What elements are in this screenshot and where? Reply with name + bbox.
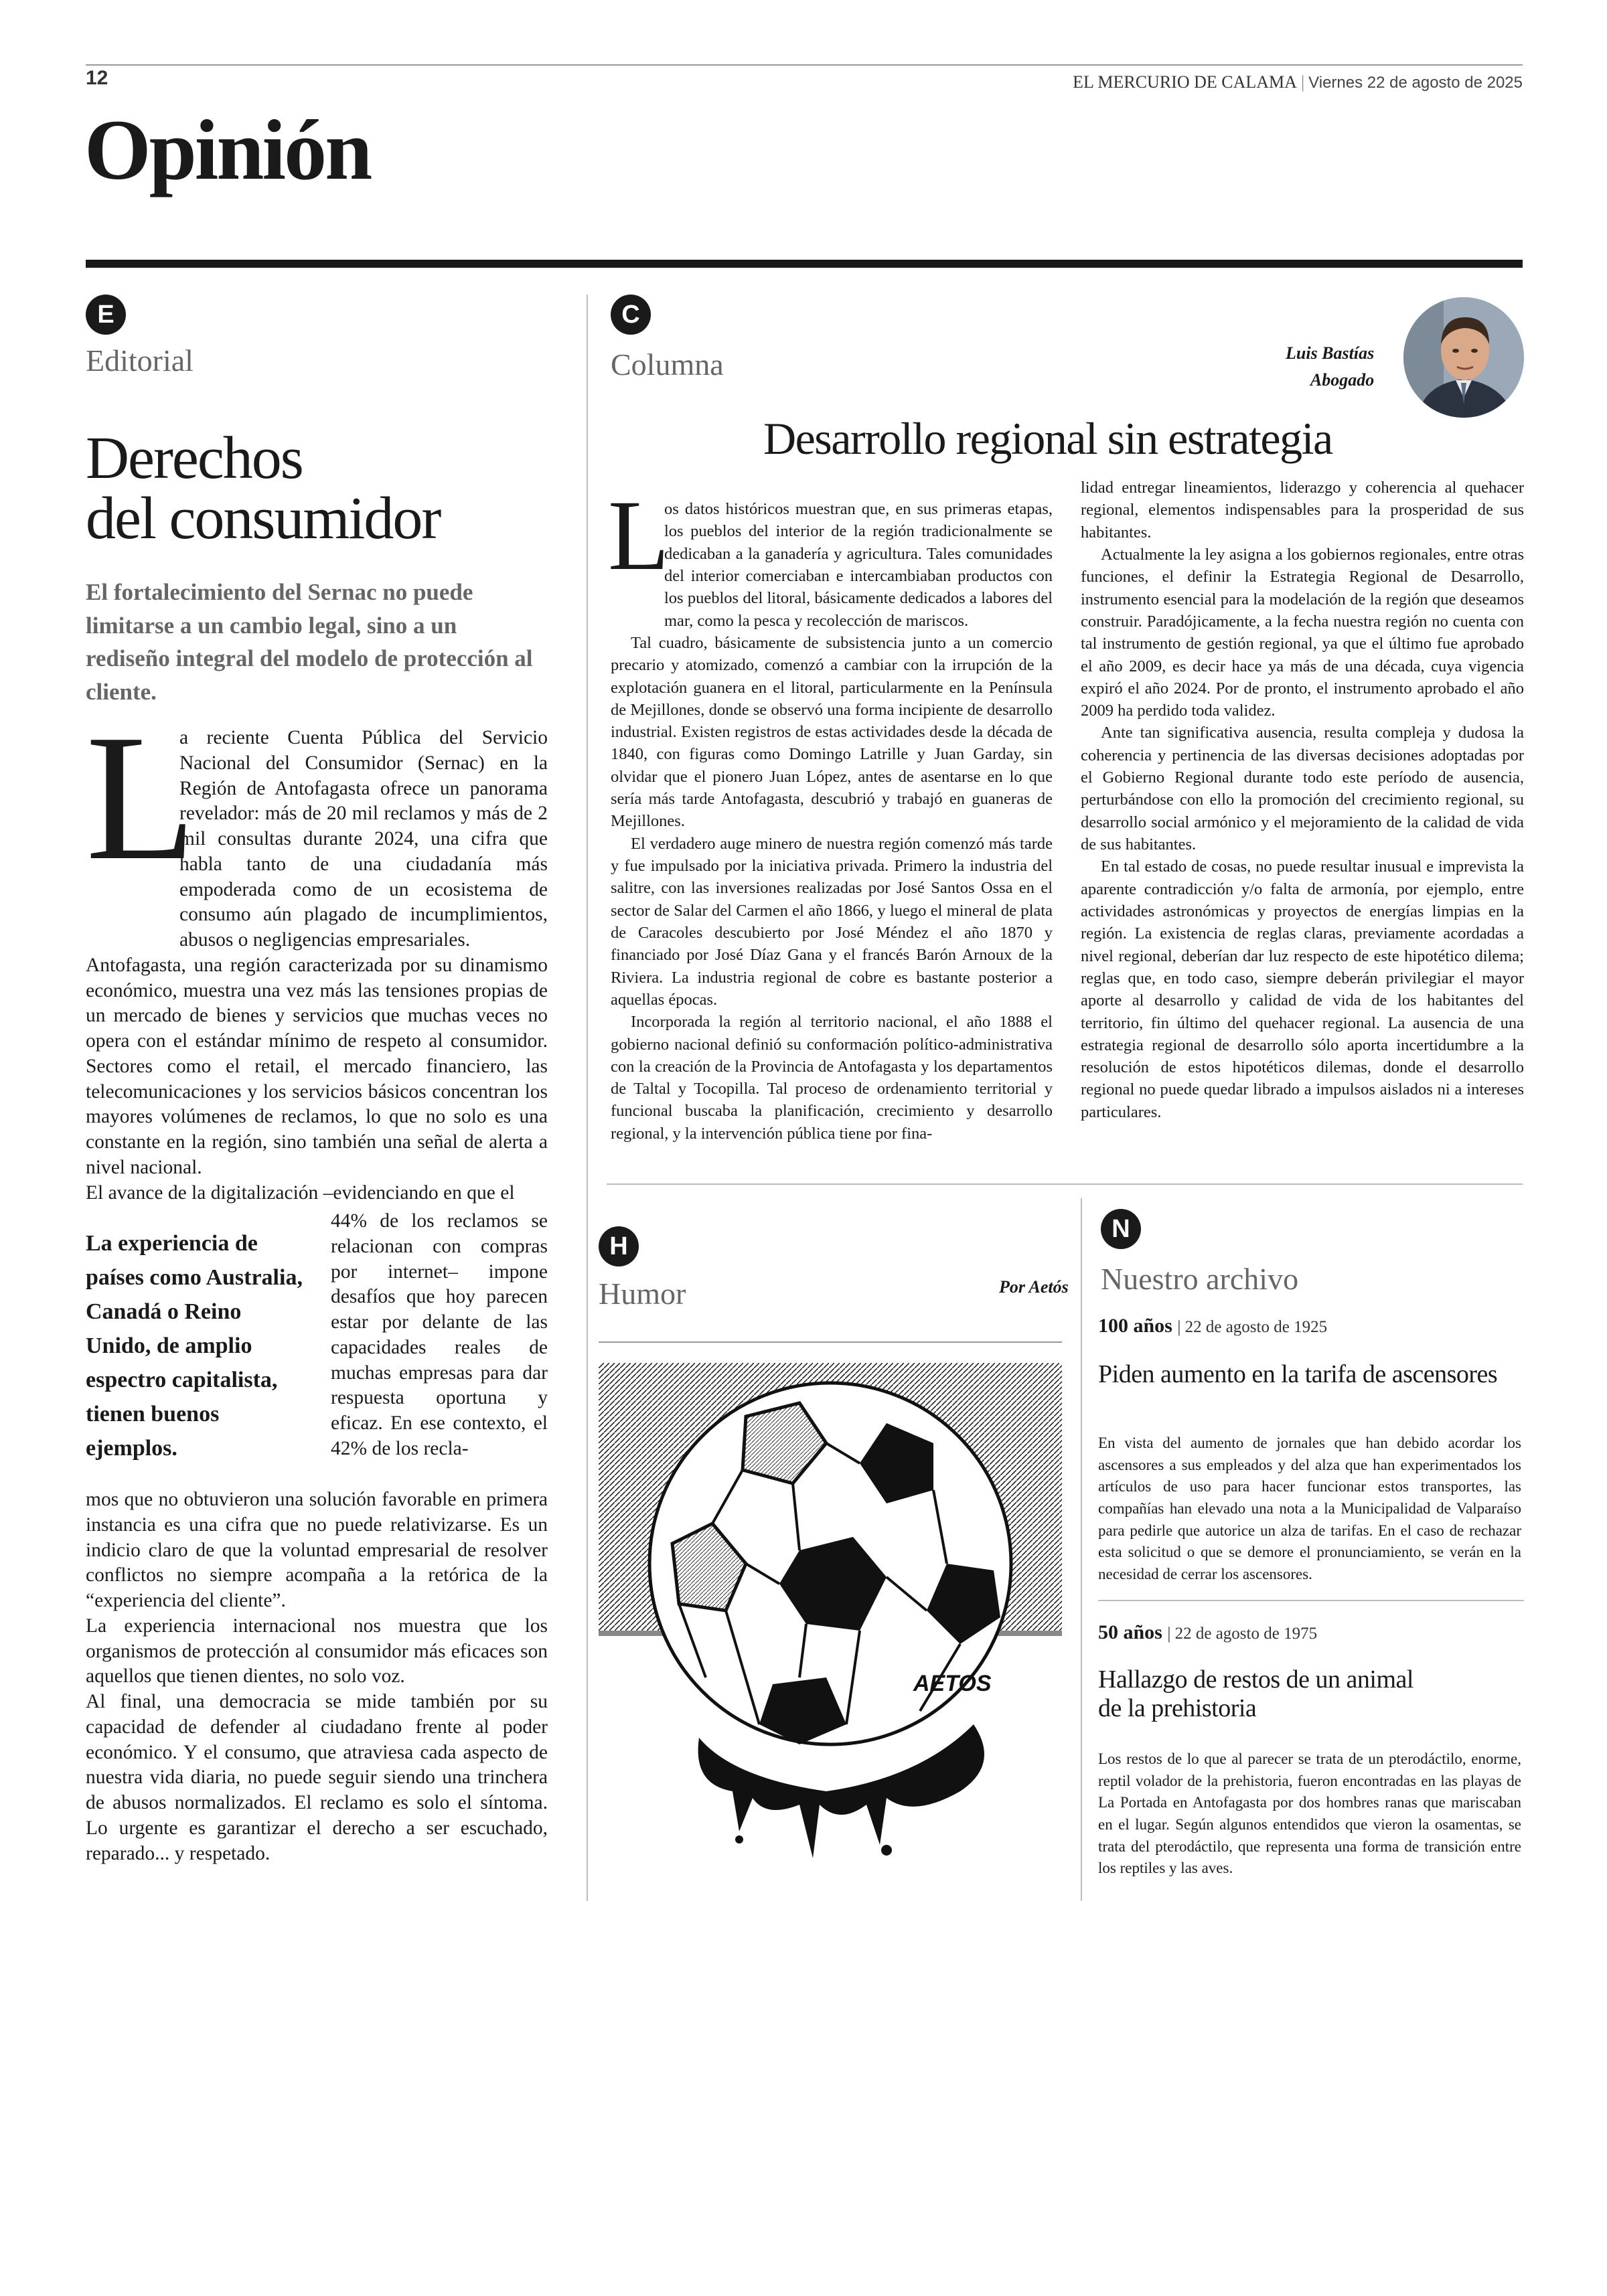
soccer-ball-icon: [599, 1363, 1062, 1861]
column-paragraph-3: El verdadero auge minero de nuestra región comenzó más tarde y fue impulsado por la iniciativa privada. Primero la industria del salitre, con las inversiones realizadas por José Santos Ossa en el sector de Salar del Carmen el año 1866, y luego el mineral de plata de Caracoles descubierto por José Méndez el año 1870 y financiado por José Díaz Gana y el francés Barón Arnoux de la Riviera. La industria regional de cobre es bastante posterior a aquellas épocas.: [611, 834, 1053, 1009]
editorial-body-top: [86, 698, 548, 1206]
archive-item2-age: [1098, 1621, 1317, 1644]
editorial-paragraph-5: La experiencia internacional nos muestra que los organismos de protección al consumidor más eficaces son aquellos que tienen dientes, no solo voz.: [86, 1615, 548, 1688]
author-portrait-icon: [1403, 297, 1524, 418]
column-paragraph-2: Tal cuadro, básicamente de subsistencia junto a un comercio precario y atomizado, comenzó a cambiar con la irrupción de la explotación guanera en el litoral, particularmente en la Península de Mejillones, donde se observó una forma incipiente de desarrollo industrial. Existen registros de estas actividades desde la década de 1840, con figuras como Domingo Latrille y Juan Garday, sin olvidar que el pionero Juan López, antes de asentarse en lo que sería más tarde Antofagasta, descubrió y trabajó en guaneras de Mejillones.: [611, 633, 1053, 831]
editorial-body-bottom: [86, 1487, 548, 1866]
editorial-paragraph-2: Antofagasta, una región caracterizada por su dinamismo económico, muestra una vez más las tensiones propias de un mercado de bienes y servicios que muchas veces no opera con el estándar mínimo de respeto al consumidor. Sectores como el retail, el mercado financiero, las telecomunicaciones y los servicios básicos concentran los mayores volúmenes de reclamos, lo que no solo es una constante en la región, sino también una señal de alerta a nivel nacional.: [86, 954, 548, 1178]
cartoon-soccer-ball: [599, 1363, 1062, 1861]
editorial-paragraph-3a: El avance de la digitalización –evidenciando en que el: [86, 1181, 515, 1204]
humor-badge-icon: H: [599, 1226, 639, 1266]
column-badge-icon: C: [611, 295, 651, 335]
archive-item1-date: | 22 de agosto de 1925: [1177, 1318, 1328, 1336]
column-paragraph-1: os datos históricos muestran que, en sus primeras etapas, los pueblos del interior de la región tradicionalmente se dedicaban a la ganadería y agricultura. Tales comunidades del interior comerciaban e intercambiaban productos con los pueblos del litoral, básicamente dedicados a labores del mar, como la pesca y recolección de mariscos.: [664, 500, 1053, 630]
editorial-pull-quote: La experiencia de países como Australia, Canadá o Reino Unido, de amplio espectro capitalista, tienen buenos ejemplos.: [86, 1231, 303, 1461]
editorial-kicker: Editorial: [86, 343, 194, 378]
archive-item2-title: Hallazgo de restos de un animal de la prehistoria: [1098, 1665, 1413, 1722]
column-paragraph-7: Ante tan significativa ausencia, resulta compleja y dudosa la coherencia y pertinencia de las diversas decisiones adoptadas por el Gobierno Regional durante todo este período de ausencia, perturbándose con ello la promoción del crecimiento regional, su desarrollo social armónico y el mejoramiento de la calidad de vida de sus habitantes.: [1081, 724, 1524, 853]
editorial-badge-icon: E: [86, 295, 126, 335]
column-body-right: [1081, 477, 1524, 1123]
author-role: Abogado: [1310, 370, 1375, 390]
column-paragraph-4: Incorporada la región al territorio nacional, el año 1888 el gobierno nacional definió su conformación político-administrativa con la creación de la Provincia de Antofagasta y los departamentos de Taltal y Tocopilla. Tal proceso de ordenamiento territorial y funcional buscaba la planificación, crecimiento y desarrollo regional, y la intervención pública tiene por fina-: [611, 1013, 1053, 1143]
masthead: [1073, 72, 1523, 92]
top-rule: [86, 64, 1523, 66]
editorial-headline: [86, 425, 581, 552]
archive-item1-title: Piden aumento en la tarifa de ascensores: [1098, 1360, 1498, 1388]
editorial-paragraph-6: Al final, una democracia se mide también por su capacidad de defender al ciudadano frente al poder económico. Y el consumo, que atraviesa cada aspecto de nuestra vida diaria, no puede seguir siendo una trinchera de abusos normalizados. El reclamo es solo el síntoma. Lo urgente es garantizar el derecho a ser escuchado, reparado... y respetado.: [86, 1691, 548, 1864]
column-paragraph-5: lidad entregar lineamientos, liderazgo y coherencia al quehacer regional, elementos indispensables para la prosperidad de sus habitantes.: [1081, 479, 1524, 542]
editorial-headline-line1: Derechos: [86, 425, 303, 491]
archive-item1-age: [1098, 1315, 1327, 1337]
cartoon-signature: AETOS: [913, 1671, 992, 1696]
column-headline: Desarrollo regional sin estrategia: [763, 413, 1332, 464]
editorial-paragraph-1: a reciente Cuenta Pública del Servicio Nacional del Consumidor (Sernac) en la Región de Antofagasta ofrece un panorama revelador: más de 20 mil reclamos y más de 2 mil consultas durante 2024, una cifra que habla tanto de una ciudadanía más empoderada como de un ecosistema de consumo aún plagado de incumplimientos, abusos o negligencias empresariales.: [179, 727, 548, 951]
archive-kicker: Nuestro archivo: [1101, 1262, 1299, 1296]
section-rule: [86, 260, 1523, 268]
section-title: Opinión: [84, 102, 371, 197]
page-number: 12: [86, 67, 108, 89]
archive-item1-years: 100 años: [1098, 1315, 1172, 1337]
archive-item2-text: Los restos de lo que al parecer se trata de un pterodáctilo, enorme, reptil volador de la prehistoria, fueron encontradas en las playas de La Portada en Antofagasta por dos hombres ranas que mariscaban en el lugar. Según algunos entendidos que vieron la osamentas, se trata del pterodáctilo, que representa una forma de transición entre los reptiles y las aves.: [1098, 1750, 1521, 1877]
column-kicker: Columna: [611, 347, 724, 382]
humor-credit: Por Aetós: [999, 1277, 1069, 1297]
editorial-headline-line2: del consumidor: [86, 485, 441, 552]
column-divider-lower: [1081, 1198, 1082, 1901]
column-drop-cap: L: [608, 480, 670, 591]
issue-date: Viernes 22 de agosto de 2025: [1308, 74, 1523, 92]
column-divider: [587, 295, 588, 1901]
archive-item2-date: | 22 de agosto de 1975: [1167, 1625, 1318, 1643]
horizontal-divider: [607, 1183, 1523, 1185]
masthead-separator: |: [1300, 72, 1305, 92]
newspaper-name: EL MERCURIO DE CALAMA: [1073, 72, 1297, 92]
column-author: [1286, 340, 1374, 394]
author-photo: [1403, 297, 1524, 418]
column-body-left: [611, 498, 1053, 1145]
humor-rule: [599, 1341, 1062, 1343]
column-paragraph-8: En tal estado de cosas, no puede resultar inusual e imprevista la aparente contradicción y/o falta de armonía, por ejemplo, entre actividades astronómicas y proyectos de energías limpias en la región. La existencia de reglas claras, previamente acordadas a nivel regional, deberían dar luz respecto de este hipotético dilema; reglas que, en todo caso, siempre deberán privilegiar el mayor aporte al desarrollo y calidad de vida de los habitantes del territorio, fin último del quehacer regional. La ausencia de una estrategia regional de desarrollo sólo aporta incertidumbre a la resolución de estos hipotéticos dilemas, donde el desarrollo regional no puede quedar librado a impulsos aislados ni a intereses particulares.: [1081, 857, 1524, 1121]
archive-separator: [1098, 1600, 1524, 1601]
column-paragraph-6: Actualmente la ley asigna a los gobiernos regionales, entre otras funciones, el definir la Estrategia Regional de Desarrollo, instrumento esencial para la modelación de la región que deseamos construir. Paradójicamente, a la fecha nuestra región no cuenta con tal instrumento de gestión regional, ya que el último fue aprobado el año 2009, es decir hace ya más de una década, cuya vigencia expiró el año 2024. Por de pronto, el instrumento aprobado el año 2009 ha perdido toda validez.: [1081, 545, 1524, 720]
editorial-paragraph-4: mos que no obtuvieron una solución favorable en primera instancia es una cifra que no puede relativizarse. Es un indicio claro de que la voluntad empresarial de resolver conflictos no siempre acompaña a la retórica de la “experiencia del cliente”.: [86, 1489, 548, 1611]
archive-item1-text: En vista del aumento de jornales que han debido acordar los ascensores a sus empleados y del alza que han experimentados los artículos de uso para hacer funcionar estos transportes, las compañías han elevado una nota a la Municipalidad de Valparaíso para pedirle que autorice un alza de tarifas. En el caso de rechazar esta solicitud o que se demore el pronunciamiento, se verán en la necesidad de cerrar los ascensores.: [1098, 1434, 1521, 1582]
archive-badge-icon: N: [1101, 1209, 1141, 1249]
editorial-drop-cap: L: [86, 698, 196, 898]
archive-item2-years: 50 años: [1098, 1621, 1162, 1643]
author-name: Luis Bastías: [1286, 343, 1375, 363]
editorial-paragraph-3b: 44% de los reclamos se relacionan con compras por internet– impone desafíos que hoy parecen estar por delante de las capacidades reales de muchas empresas para dar respuesta oportuna y eficaz. En ese contexto, el 42% de los recla-: [331, 1210, 548, 1459]
humor-kicker: Humor: [599, 1277, 686, 1311]
editorial-lead: El fortalecimiento del Sernac no puede limitarse a un cambio legal, sino a un rediseño integral del modelo de protección al cliente.: [86, 579, 533, 706]
